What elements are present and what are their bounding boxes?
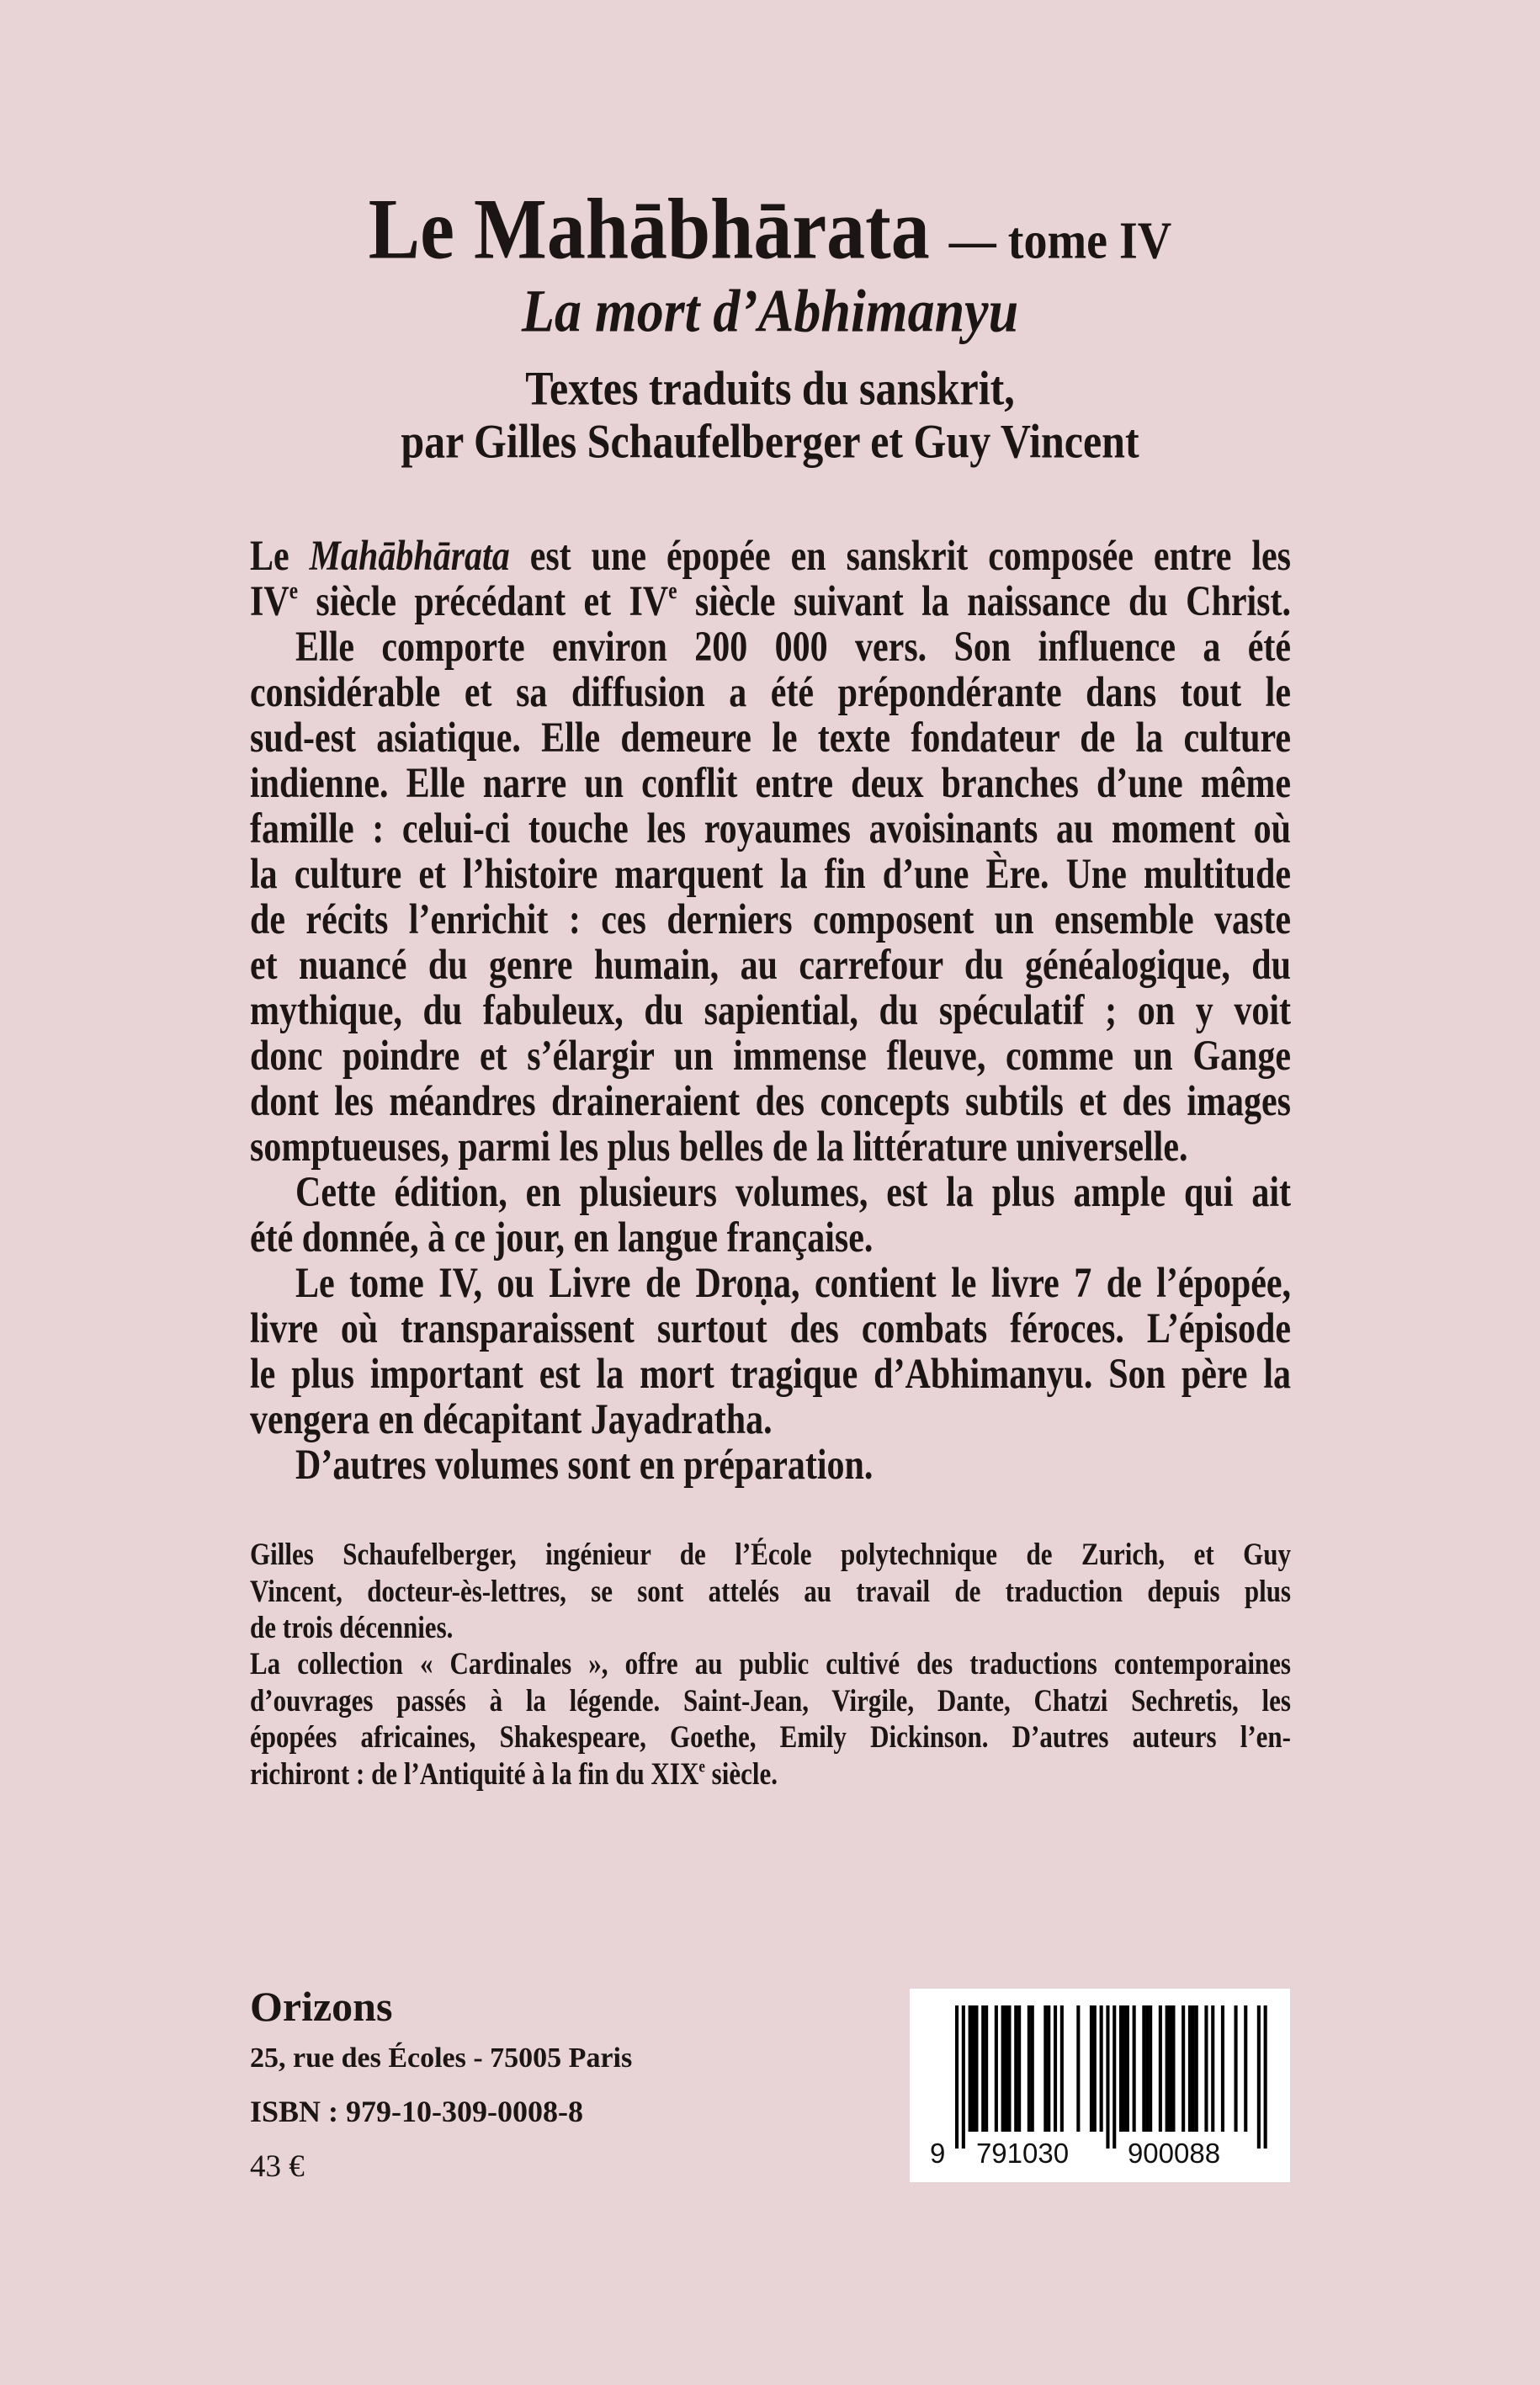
book-subtitle: La mort d’Abhimanyu <box>521 277 1019 345</box>
superscript: e <box>698 1756 705 1777</box>
text-segment: est une épopée en sanskrit composée entre les <box>509 532 1291 581</box>
barcode-bar <box>1113 2005 1116 2149</box>
text-segment: D’autres volumes sont en préparation. <box>295 1441 874 1490</box>
barcode-bar <box>1142 2005 1145 2132</box>
collection-note <box>250 1645 1291 1792</box>
barcode-bar <box>1043 2005 1047 2132</box>
text-segment: livre où transparaissent surtout des combats féroces. L’épisode <box>250 1304 1291 1353</box>
barcode-bar <box>1221 2005 1224 2132</box>
text-segment: épopées africaines, Shakespeare, Goethe, Emily Dickinson. D’autres auteurs l’en- <box>250 1718 1291 1755</box>
barcode-digits-right: 900088 <box>1127 2138 1221 2169</box>
barcode-bar <box>1076 2005 1080 2132</box>
book-title <box>0 182 1540 276</box>
isbn: ISBN : 979-10-309-0008-8 <box>250 2095 583 2128</box>
superscript: e <box>668 576 677 604</box>
publisher-name: Orizons <box>250 1983 393 2030</box>
text-segment: La collection « Cardinales », offre au public cultivé des traductions contemporaines <box>250 1645 1291 1681</box>
text-segment: la culture et l’histoire marquent la fin d’une Ère. Une multitude <box>250 850 1291 899</box>
text-segment: et nuancé du genre humain, au carrefour du généalogique, du <box>250 941 1291 990</box>
text-segment: IV <box>250 577 289 626</box>
text-segment: famille : celui-ci touche les royaumes avoisinants au moment où <box>250 805 1291 853</box>
publisher-address: 25, rue des Écoles - 75005 Paris <box>250 2042 633 2074</box>
superscript: e <box>289 576 298 604</box>
text-segment: Vincent, docteur-ès-lettres, se sont attelés au travail de traduction depuis plus <box>250 1572 1291 1608</box>
italic-text: Mahābhārata <box>309 532 510 581</box>
text-segment: Gilles Schaufelberger, ingénieur de l’École polytechnique de Zurich, et Guy <box>250 1536 1291 1572</box>
ean-barcode <box>910 1989 1290 2182</box>
barcode-bar <box>995 2005 998 2132</box>
barcode-bar <box>1093 2005 1097 2132</box>
barcode-bar <box>1106 2005 1109 2149</box>
barcode-bar <box>1169 2005 1172 2132</box>
barcode-digits-left: 791030 <box>975 2138 1070 2169</box>
text-segment: considérable et sa diffusion a été prépondérante dans tout le <box>250 668 1291 717</box>
barcode-bar <box>1005 2005 1008 2132</box>
authors-note <box>250 1536 1291 1646</box>
barcode-bar <box>1244 2005 1247 2132</box>
barcode-bar <box>1159 2005 1162 2132</box>
barcode-bar <box>1100 2005 1103 2132</box>
barcode-bar <box>955 2005 959 2149</box>
text-segment: Le <box>250 532 310 581</box>
barcode-bar <box>1149 2005 1152 2132</box>
barcode-graphic <box>910 1989 1290 2182</box>
text-segment: le plus important est la mort tragique d’Abhimanyu. Son père la <box>250 1350 1291 1399</box>
barcode-bar <box>1204 2005 1208 2132</box>
barcode-bar <box>1028 2005 1031 2132</box>
barcode-bar <box>1031 2005 1034 2132</box>
blurb-text <box>250 534 1291 1488</box>
text-segment: d’ouvrages passés à la légende. Saint-Jean, Virgile, Dante, Chatzi Sechretis, les <box>250 1681 1291 1718</box>
text-segment: indienne. Elle narre un conflit entre deux branches d’une même <box>250 759 1291 808</box>
barcode-bar <box>1257 2005 1261 2149</box>
text-segment: dont les méandres draineraient des concepts subtils et des images <box>250 1077 1291 1126</box>
translation-credit-line-2: par Gilles Schaufelberger et Guy Vincent <box>401 413 1139 469</box>
text-segment: de trois décennies. <box>250 1609 454 1645</box>
barcode-bar <box>1264 2005 1267 2149</box>
barcode-bar <box>1171 2005 1175 2132</box>
barcode-bar <box>1195 2005 1198 2132</box>
barcode-bar <box>1007 2005 1011 2132</box>
barcode-bar <box>1014 2005 1017 2132</box>
barcode-digit-first: 9 <box>930 2138 946 2169</box>
text-segment: sud-est asiatique. Elle demeure le texte fondateur de la culture <box>250 714 1291 762</box>
barcode-bar <box>1054 2005 1057 2132</box>
text-segment: donc poindre et s’élargir un immense fleuve, comme un Gange <box>250 1032 1291 1081</box>
text-segment: siècle suivant la naissance du Christ. <box>677 577 1291 626</box>
barcode-bar <box>1001 2005 1005 2132</box>
text-segment: Le tome IV, ou Livre de Droṇa, contient le livre 7 de l’épopée, <box>295 1259 1291 1308</box>
barcode-bar <box>981 2005 985 2132</box>
title-volume: — tome IV <box>948 211 1172 271</box>
barcode-bar <box>1090 2005 1093 2132</box>
barcode-bar <box>1145 2005 1149 2132</box>
barcode-bar <box>1188 2005 1192 2132</box>
barcode-bar <box>1133 2005 1136 2132</box>
barcode-bar <box>1235 2005 1238 2132</box>
text-segment: siècle précédant et IV <box>297 577 669 626</box>
text-segment: de récits l’enrichit : ces derniers composent un ensemble vaste <box>250 895 1291 944</box>
text-segment: Elle comporte environ 200 000 vers. Son influence a été <box>295 623 1291 672</box>
text-segment: somptueuses, parmi les plus belles de la littérature universelle. <box>250 1123 1188 1171</box>
barcode-bar <box>1060 2005 1064 2132</box>
barcode-bar <box>1126 2005 1129 2132</box>
text-segment: richiront : de l’Antiquité à la fin du XIX <box>250 1755 699 1791</box>
barcode-bar <box>1017 2005 1021 2132</box>
barcode-bar <box>969 2005 972 2132</box>
text-line <box>250 1437 1291 1493</box>
barcode-bar <box>962 2005 965 2149</box>
barcode-bar <box>1119 2005 1123 2132</box>
barcode-bar <box>974 2005 978 2132</box>
text-segment: été donnée, à ce jour, en langue française. <box>250 1214 874 1262</box>
barcode-bar <box>1192 2005 1195 2132</box>
barcode-bar <box>985 2005 988 2132</box>
text-segment: mythique, du fabuleux, du sapiential, du spéculatif ; on y voit <box>250 986 1291 1035</box>
text-segment: vengera en décapitant Jayadratha. <box>250 1395 773 1444</box>
barcode-bar <box>1047 2005 1050 2132</box>
text-line <box>250 1751 1291 1795</box>
text-segment: Cette édition, en plusieurs volumes, est la plus ample qui ait <box>295 1168 1291 1217</box>
text-segment: siècle. <box>704 1755 778 1791</box>
title-main: Le Mahābhārata <box>368 180 930 278</box>
price: 43 € <box>250 2149 305 2184</box>
barcode-bar <box>1166 2005 1169 2132</box>
barcode-bar <box>972 2005 975 2132</box>
barcode-bar <box>1123 2005 1126 2132</box>
translation-credit-line-1: Textes traduits du sanskrit, <box>525 360 1015 416</box>
barcode-bar <box>1211 2005 1214 2132</box>
barcode-bar <box>1182 2005 1185 2132</box>
